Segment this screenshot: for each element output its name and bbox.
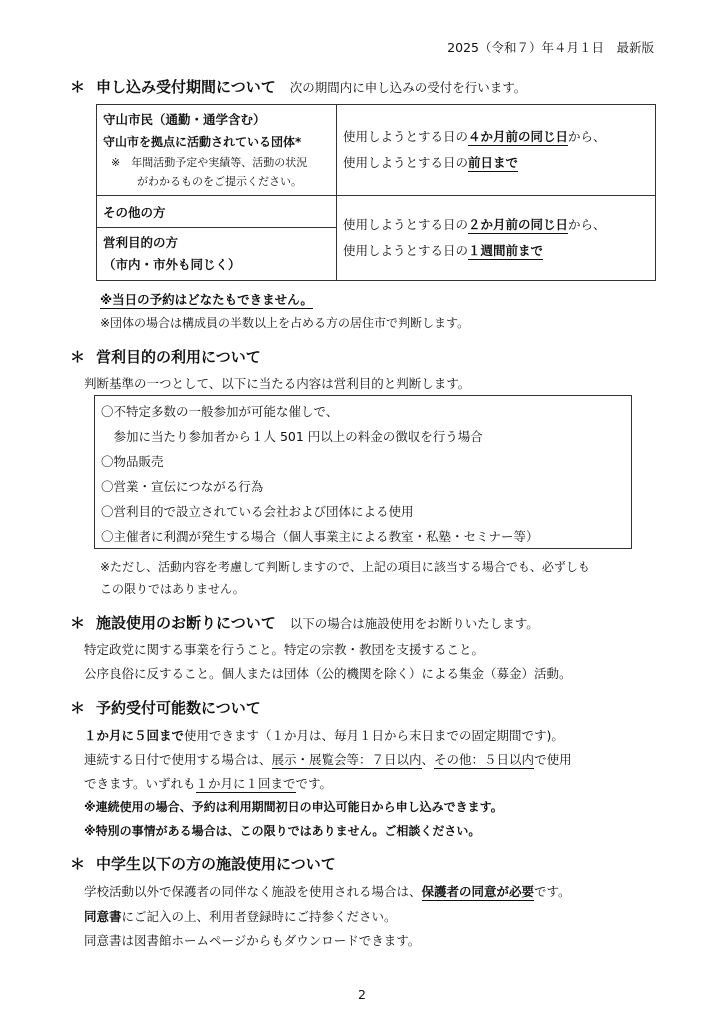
- emphasis-text: 前日まで: [468, 155, 519, 170]
- section-title-commercial: [70, 346, 261, 367]
- refusal-line: 特定政党に関する事業を行うこと。特定の宗教・教団を支援すること。: [84, 642, 485, 657]
- body-text: 使用できます（１か月は、毎月１日から末日までの固定期間です)。: [184, 728, 564, 743]
- limit-line: [84, 750, 572, 768]
- body-text: 学校活動以外で保護者の同伴なく施設を使用される場合は、: [84, 884, 422, 899]
- body-text: 連続する日付で使用する場合は、: [84, 752, 272, 767]
- table-cell-others: その他の方: [97, 196, 337, 228]
- body-text: 、: [421, 752, 435, 767]
- criteria-item: 参加に当たり参加者から１人 501 円以上の料金の徴収を行う場合: [101, 429, 483, 444]
- section-title-reception: [70, 76, 526, 97]
- section-title-refusal: [70, 612, 539, 633]
- minors-line: [84, 882, 571, 900]
- limit-note: ※連続使用の場合、予約は利用期間初日の申込可能日から申し込みできます。: [84, 800, 503, 814]
- emphasis-text: １か月に５回まで: [84, 728, 185, 743]
- criteria-item: 〇不特定多数の一般参加が可能な催しで、: [101, 404, 339, 419]
- emphasis-part: 保護者の同意: [421, 884, 497, 899]
- criteria-item: 〇営利目的で設立されている会社および団体による使用: [101, 504, 414, 519]
- section-lead: 次の期間内に申し込みの受付を行います。: [289, 80, 527, 95]
- cell-note: ※ 年間活動予定や実績等、活動の状況: [111, 156, 308, 169]
- emphasis-text: １週間前まで: [468, 243, 544, 258]
- asterisk-icon: ＊: [70, 699, 86, 717]
- table-cell-residents: [97, 105, 337, 196]
- emphasis-text: ４か月前の同じ日: [468, 129, 569, 144]
- cell-text: 使用しようとする日の: [343, 129, 469, 144]
- section-title-limit: [70, 697, 261, 718]
- cell-text: から、: [568, 217, 606, 232]
- same-day-note: [100, 290, 313, 308]
- cell-text: 守山市民（通勤・通学含む）: [103, 112, 266, 127]
- body-text: です。: [295, 776, 333, 791]
- cell-text: 営利目的の方: [103, 235, 179, 250]
- criteria-item: 〇物品販売: [101, 454, 164, 469]
- emphasis-text: [422, 884, 535, 901]
- criteria-item: 〇営業・宣伝につながる行為: [101, 479, 264, 494]
- cell-text: 使用しようとする日の: [343, 217, 469, 232]
- underlined-text: １か月に１回まで: [195, 776, 296, 791]
- section-lead: 判断基準の一つとして、以下に当たる内容は営利目的と判断します。: [84, 376, 471, 391]
- cell-text: 使用しようとする日の: [343, 243, 469, 258]
- asterisk-icon: ＊: [70, 855, 86, 873]
- reception-period-table: [96, 104, 656, 281]
- cell-text: 守山市を拠点に活動されている団体*: [103, 135, 302, 149]
- emphasis-text: 同意書: [84, 909, 122, 924]
- cell-note: がわかるものをご提示ください。: [137, 175, 302, 188]
- cell-text: （市内・市外も同じく）: [103, 257, 241, 272]
- section-heading: 施設使用のお断りについて: [96, 614, 276, 632]
- body-text: です。: [534, 884, 571, 899]
- criteria-item: 〇主催者に利潤が発生する場合（個人事業主による教室・私塾・セミナー等）: [101, 529, 539, 544]
- table-cell-residents-period: [337, 105, 656, 196]
- commercial-note: ※ただし、活動内容を考慮して判断しますので、上記の項目に該当する場合でも、必ずしも: [100, 560, 590, 574]
- section-heading: 中学生以下の方の施設使用について: [96, 855, 336, 873]
- underlined-text: 展示・展覧会等：７日以内: [271, 752, 422, 767]
- emphasis-text: ２か月前の同じ日: [468, 217, 569, 232]
- cell-text: から、: [568, 129, 606, 144]
- minors-line: 同意書は図書館ホームページからもダウンロードできます。: [84, 933, 421, 948]
- section-heading: 申し込み受付期間について: [96, 78, 276, 96]
- section-lead: 以下の場合は施設使用をお断りいたします。: [289, 616, 539, 631]
- emphasis-part: が必要: [496, 884, 535, 899]
- commercial-note: この限りではありません。: [100, 582, 245, 596]
- note-text: ※当日の予約はどなたもできません。: [100, 292, 313, 307]
- section-heading: 予約受付可能数について: [96, 699, 261, 717]
- body-text: にご記入の上、利用者登録時にご持参ください。: [121, 909, 397, 924]
- page-number: 2: [358, 987, 366, 1002]
- table-cell-commercial: [97, 228, 337, 281]
- body-text: できます。いずれも: [84, 776, 196, 791]
- limit-note: ※特別の事情がある場合は、この限りではありません。ご相談ください。: [84, 824, 481, 838]
- issue-date: 2025（令和７）年４月１日 最新版: [447, 40, 654, 55]
- minors-line: [84, 907, 397, 925]
- commercial-criteria-box: [94, 395, 632, 549]
- asterisk-icon: ＊: [70, 78, 86, 96]
- limit-line: [84, 774, 332, 792]
- limit-line: [84, 726, 564, 744]
- section-heading: 営利目的の利用について: [96, 348, 261, 366]
- underlined-text: その他：５日以内: [434, 752, 535, 767]
- cell-text: 使用しようとする日の: [343, 155, 469, 170]
- asterisk-icon: ＊: [70, 614, 86, 632]
- group-note: ※団体の場合は構成員の半数以上を占める方の居住市で判断します。: [100, 316, 470, 330]
- section-title-minors: [70, 853, 336, 874]
- refusal-line: 公序良俗に反すること。個人または団体（公的機関を除く）による集金（募金）活動。: [84, 666, 572, 681]
- body-text: で使用: [534, 752, 572, 767]
- asterisk-icon: ＊: [70, 348, 86, 366]
- table-cell-others-period: [337, 196, 656, 281]
